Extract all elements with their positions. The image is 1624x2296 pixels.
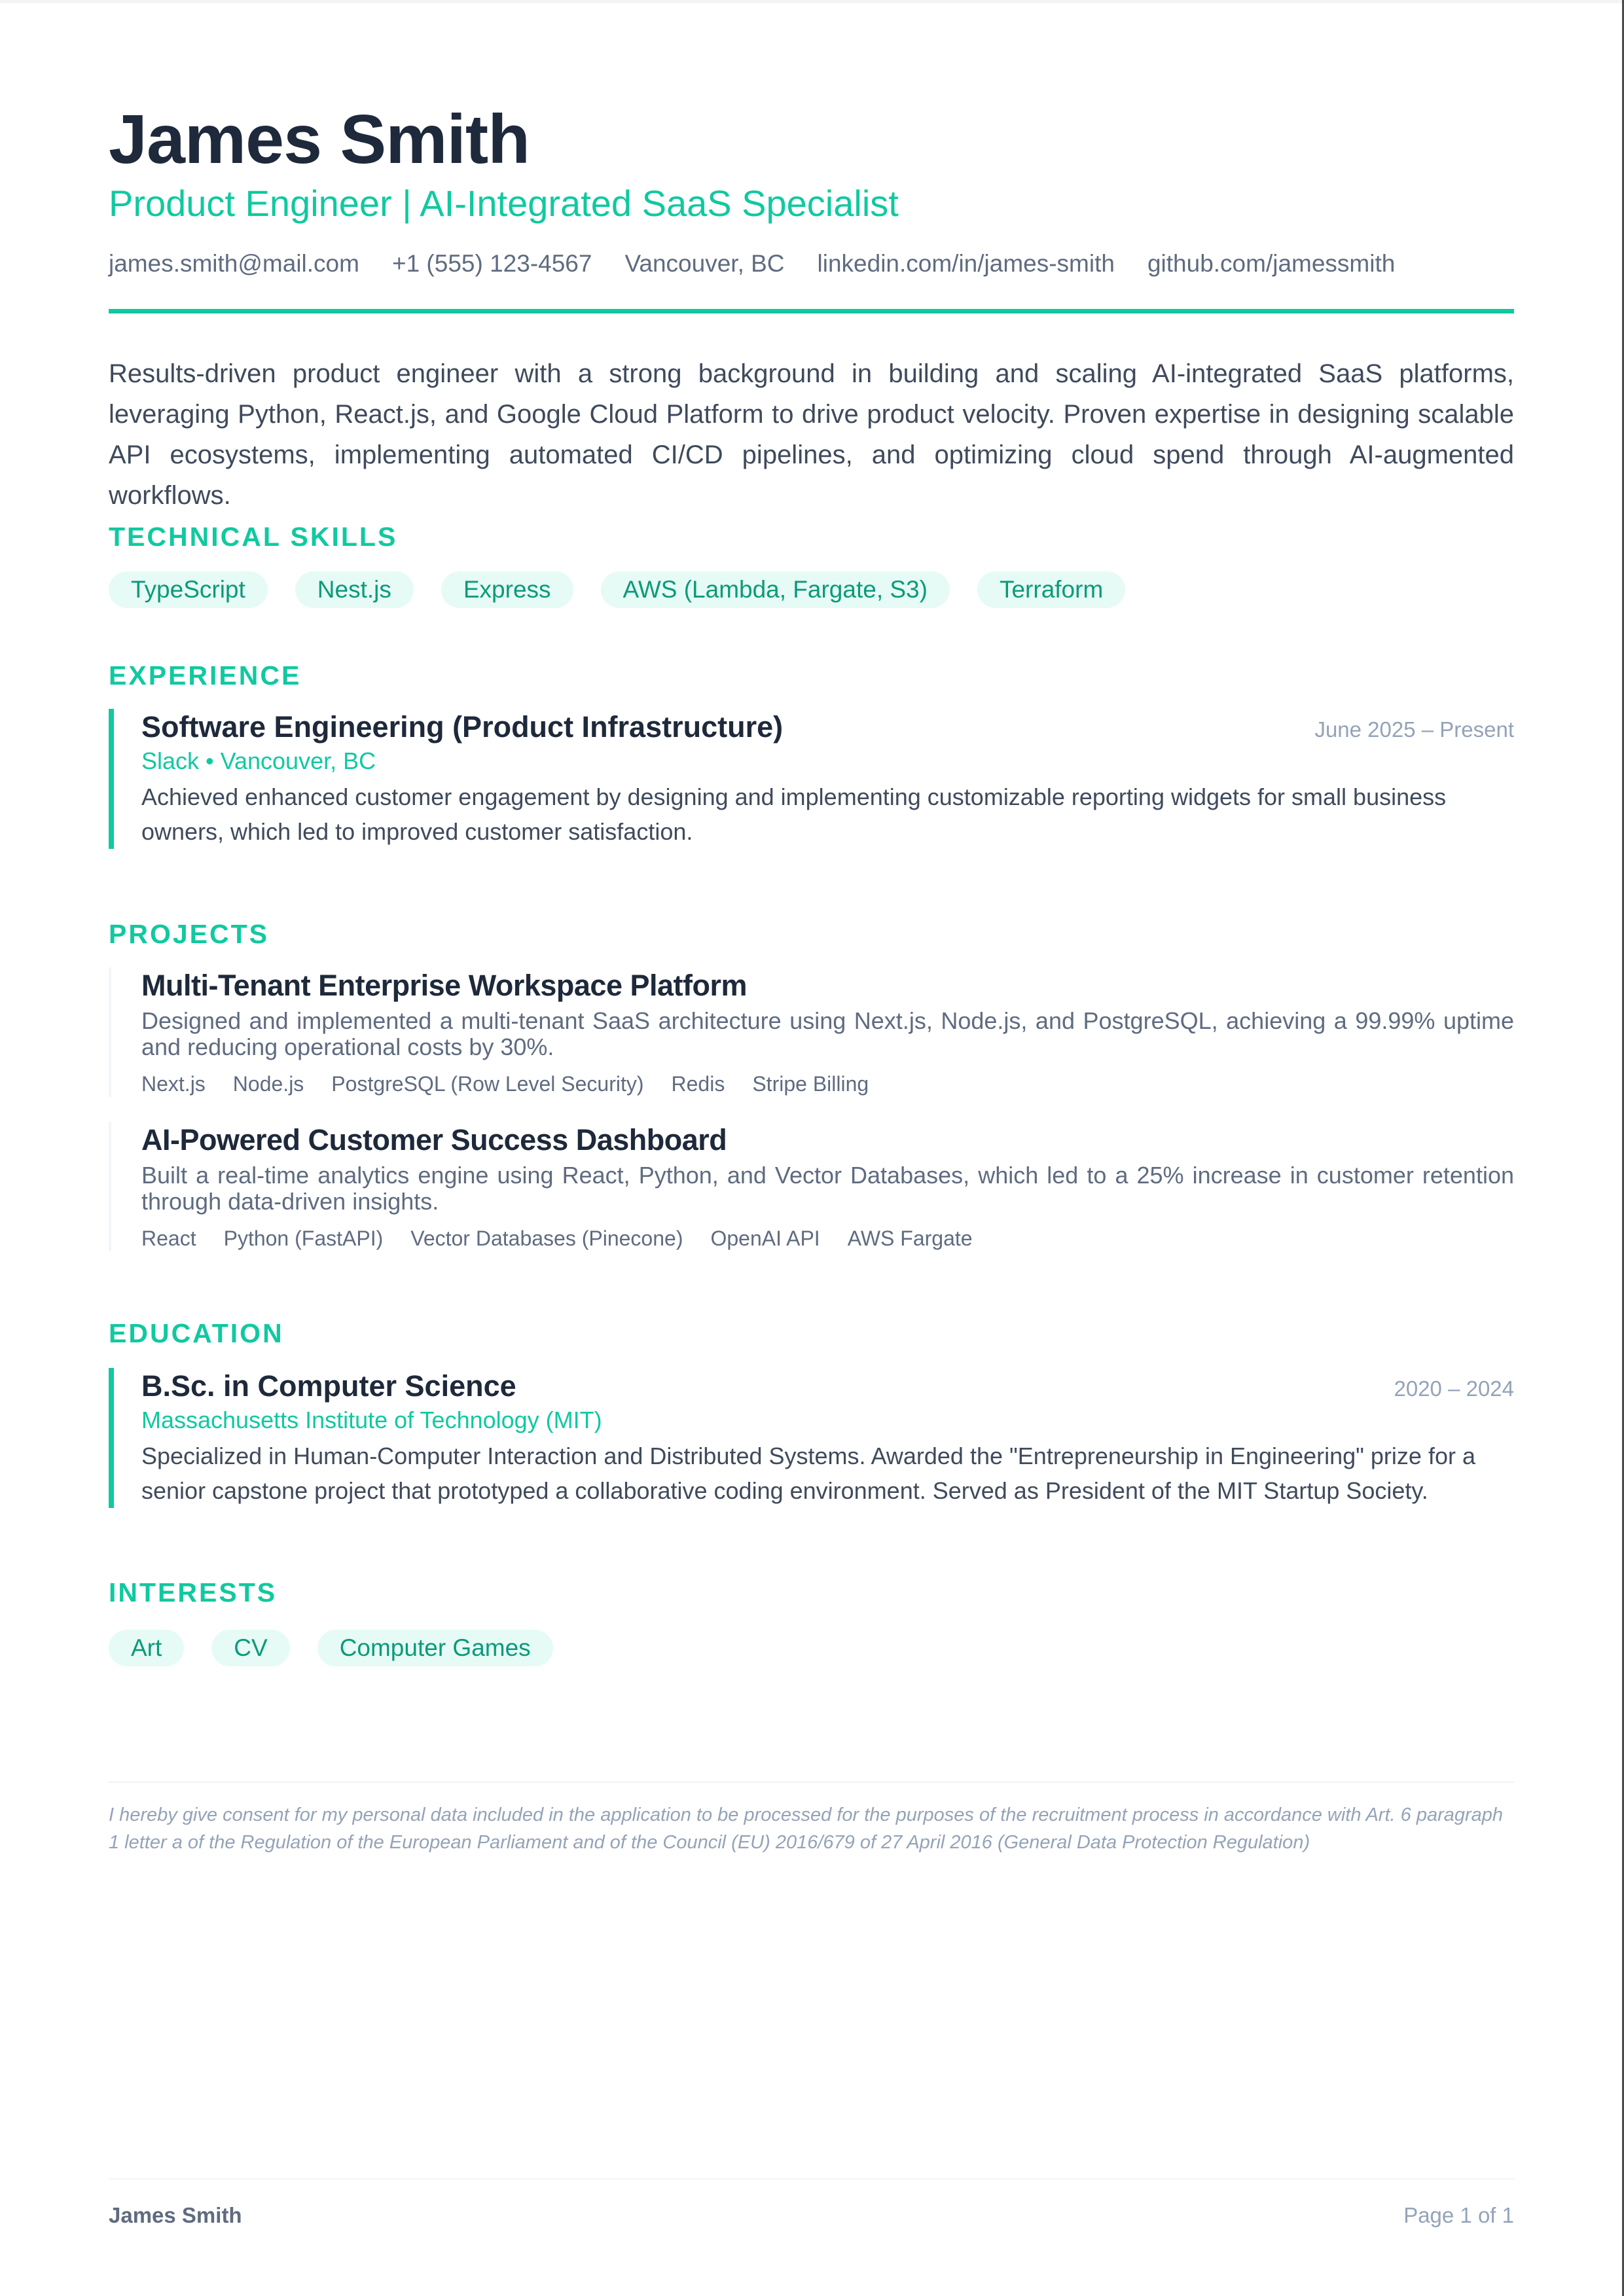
job-company-location: Slack • Vancouver, BC	[141, 747, 376, 774]
section-heading-interests: INTERESTS	[109, 1577, 278, 1607]
section-heading-projects: PROJECTS	[109, 919, 269, 949]
education-entry	[109, 1368, 1514, 1508]
skills-chip-list	[109, 571, 1125, 608]
page-top-band	[0, 0, 1624, 3]
header-divider	[109, 309, 1514, 314]
skill-chip: Terraform	[977, 571, 1125, 608]
contact-location: Vancouver, BC	[624, 250, 785, 277]
gdpr-divider	[109, 1782, 1514, 1783]
contact-list	[109, 251, 1395, 276]
interest-chip: Art	[109, 1630, 184, 1666]
skill-chip: Nest.js	[295, 571, 414, 608]
degree-title: B.Sc. in Computer Science	[141, 1369, 516, 1403]
job-dates: June 2025 – Present	[1314, 717, 1514, 742]
interest-chip: Computer Games	[317, 1630, 553, 1666]
contact-phone[interactable]: +1 (555) 123-4567	[391, 250, 592, 277]
skill-chip: Express	[441, 571, 573, 608]
project-tech-list	[141, 1071, 1514, 1097]
professional-summary: Results-driven product engineer with a strong background in building and scaling AI-integrated SaaS platforms, leveraging Python, React.js, and Google Cloud Platform to drive product velocity. Proven expertise in designing scalable API ecosystems, implementing automated CI/CD pipelines, and optimizing cloud spend through AI-augmented workflows.	[109, 359, 1514, 510]
project-title: Multi-Tenant Enterprise Workspace Platform	[141, 969, 748, 1002]
project-description: Built a real-time analytics engine using React, Python, and Vector Databases, which led to a 25% increase in customer retention through data-driven insights.	[141, 1162, 1514, 1215]
project-entry	[109, 1122, 1514, 1251]
project-tech-list	[141, 1225, 1514, 1251]
tech-tag: Node.js	[232, 1072, 304, 1096]
project-description: Designed and implemented a multi-tenant SaaS architecture using Next.js, Node.js, and PostgreSQL, achieving a 99.99% uptime and reducing operational costs by 30%.	[141, 1007, 1514, 1060]
footer-name: James Smith	[109, 2203, 242, 2227]
tech-tag: OpenAI API	[710, 1227, 820, 1250]
project-entry	[109, 967, 1514, 1097]
contact-linkedin[interactable]: linkedin.com/in/james-smith	[817, 250, 1115, 277]
tech-tag: React	[141, 1227, 196, 1250]
project-title: AI-Powered Customer Success Dashboard	[141, 1123, 727, 1157]
experience-entry	[109, 709, 1514, 849]
section-heading-skills: TECHNICAL SKILLS	[109, 522, 398, 552]
section-heading-education: EDUCATION	[109, 1318, 284, 1348]
contact-github[interactable]: github.com/jamessmith	[1147, 250, 1396, 277]
tech-tag: Stripe Billing	[752, 1072, 869, 1096]
tech-tag: Vector Databases (Pinecone)	[410, 1227, 683, 1250]
tech-tag: Python (FastAPI)	[223, 1227, 384, 1250]
interests-chip-list	[109, 1630, 553, 1666]
section-heading-experience: EXPERIENCE	[109, 660, 302, 691]
tech-tag: AWS Fargate	[847, 1227, 973, 1250]
tech-tag: Redis	[671, 1072, 725, 1096]
tech-tag: Next.js	[141, 1072, 206, 1096]
footer-divider	[109, 2178, 1514, 2179]
school-name: Massachusetts Institute of Technology (MIT)	[141, 1407, 602, 1433]
tech-tag: PostgreSQL (Row Level Security)	[331, 1072, 644, 1096]
interest-chip: CV	[211, 1630, 289, 1666]
education-description: Specialized in Human-Computer Interaction and Distributed Systems. Awarded the "Entrepreneurship in Engineering" prize for a senior capstone project that prototyped a collaborative coding environment. Served as President of the MIT Startup Society.	[141, 1443, 1475, 1504]
skill-chip: TypeScript	[109, 571, 268, 608]
gdpr-consent-clause: I hereby give consent for my personal data included in the application to be processed for the purposes of the recruitment process in accordance with Art. 6 paragraph 1 letter a of the Regulation of the European Parliament and of the Council (EU) 2016/679 of 27 April 2016 (General Data Protection Regulation)	[109, 1804, 1504, 1853]
contact-email[interactable]: james.smith@mail.com	[109, 250, 359, 277]
skill-chip: AWS (Lambda, Fargate, S3)	[601, 571, 950, 608]
page-number: Page 1 of 1	[1403, 2203, 1514, 2227]
education-dates: 2020 – 2024	[1394, 1376, 1514, 1401]
job-description: Achieved enhanced customer engagement by designing and implementing customizable reporting widgets for small business owners, which led to improved customer satisfaction.	[141, 783, 1447, 845]
candidate-headline: Product Engineer | AI-Integrated SaaS Specialist	[109, 183, 899, 224]
job-title: Software Engineering (Product Infrastructure)	[141, 710, 784, 744]
candidate-name: James Smith	[109, 101, 530, 178]
